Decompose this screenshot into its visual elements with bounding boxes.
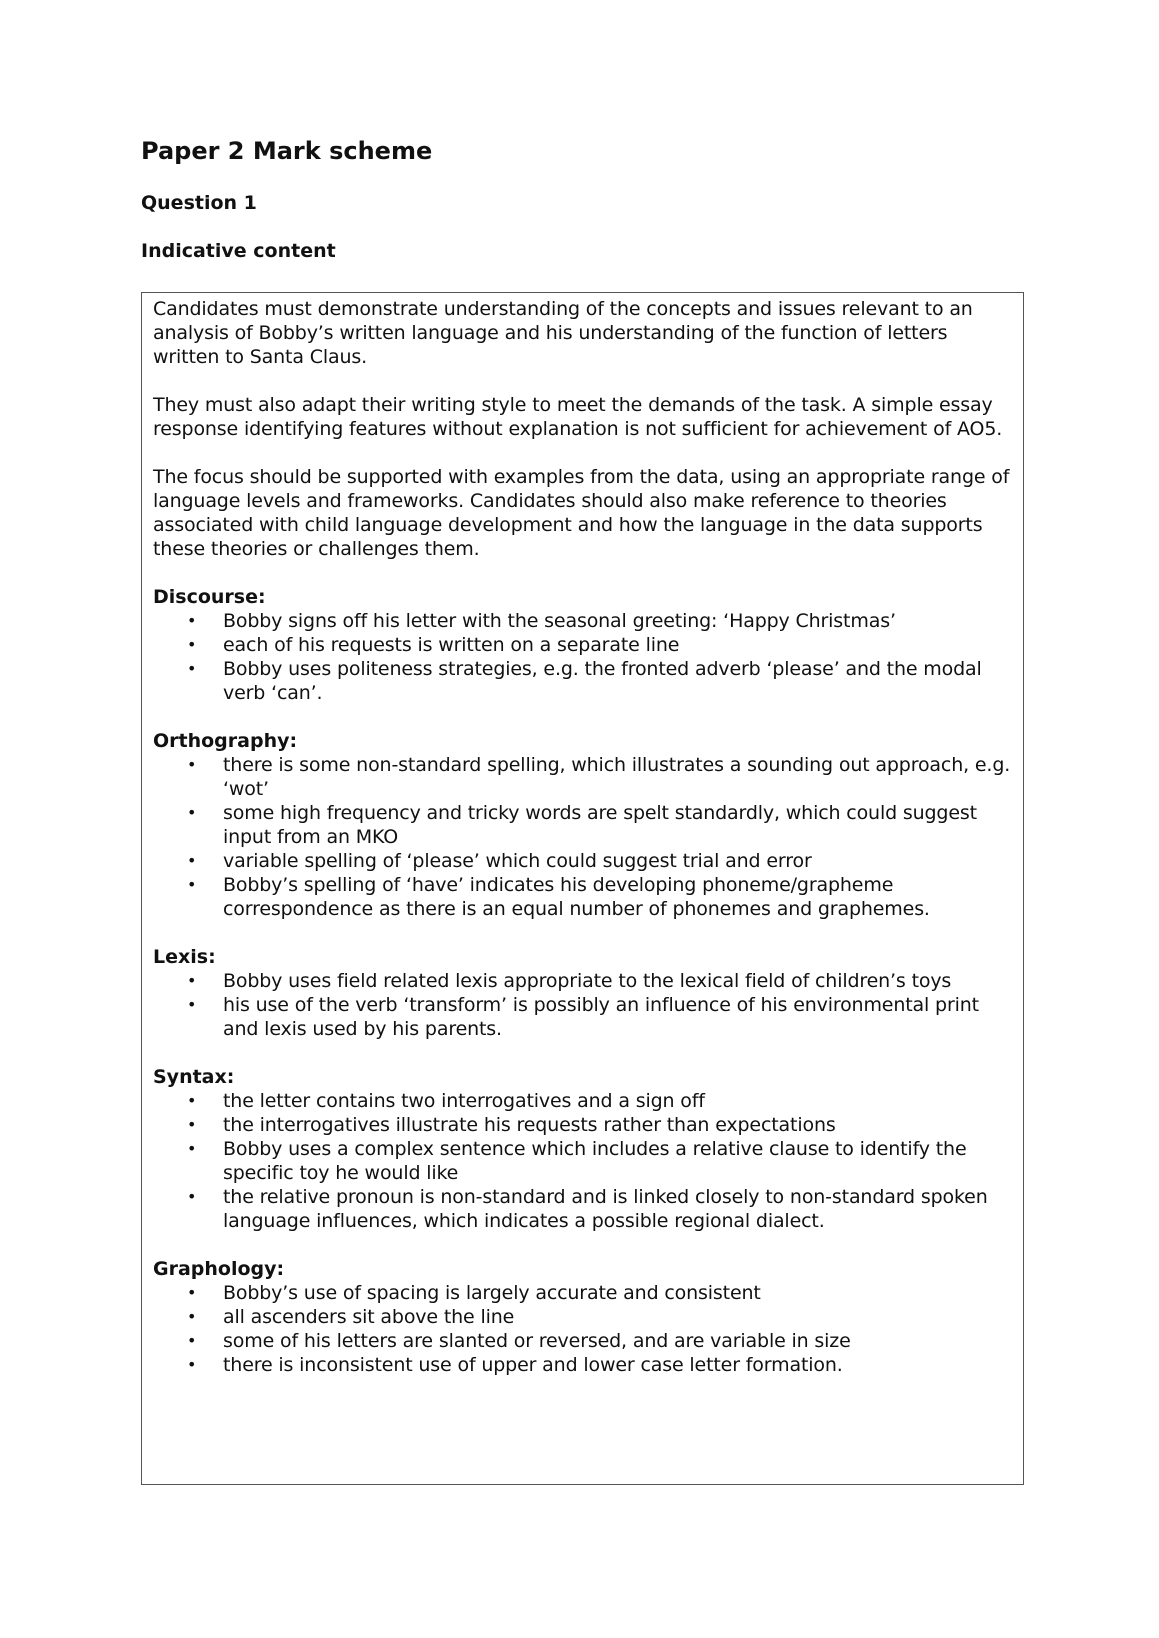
list-item: • his use of the verb ‘transform’ is possibly an influence of his environmental print and lexis used by his parents. (187, 994, 979, 1040)
bullet-list (153, 1281, 1011, 1377)
intro-paragraph: The focus should be supported with examples from the data, using an appropriate range of language levels and frameworks. Candidates should also make reference to theories associated with child language development and how the language in the data supports these theories or challenges them. (153, 466, 1010, 560)
bullet-list (153, 1089, 1011, 1233)
section-discourse (153, 585, 1011, 705)
list-item: • the relative pronoun is non-standard and is linked closely to non-standard spoken language influences, which indicates a possible regional dialect. (187, 1186, 988, 1232)
list-item: • there is some non-standard spelling, which illustrates a sounding out approach, e.g. ‘wot’ (187, 754, 1011, 800)
section-heading: Discourse: (153, 586, 266, 608)
question-heading: Question 1 (141, 192, 257, 214)
section-heading: Graphology: (153, 1258, 285, 1280)
bullet-icon: • (187, 803, 197, 822)
bullet-icon: • (187, 755, 197, 774)
intro-paragraph: They must also adapt their writing style to meet the demands of the task. A simple essay response identifying features without explanation is not sufficient for achievement of AO5. (153, 394, 1003, 440)
bullet-list (153, 969, 1011, 1041)
list-item: • all ascenders sit above the line (187, 1306, 515, 1328)
section-heading: Orthography: (153, 730, 298, 752)
list-item: • some of his letters are slanted or reversed, and are variable in size (187, 1330, 851, 1352)
bullet-icon: • (187, 1283, 197, 1302)
list-item: • each of his requests is written on a separate line (187, 634, 680, 656)
section-orthography (153, 729, 1011, 921)
list-item: • Bobby’s use of spacing is largely accurate and consistent (187, 1282, 761, 1304)
section-heading: Syntax: (153, 1066, 235, 1088)
section-heading: Lexis: (153, 946, 216, 968)
bullet-icon: • (187, 1331, 197, 1350)
bullet-icon: • (187, 875, 197, 894)
bullet-icon: • (187, 659, 197, 678)
intro-paragraph: Candidates must demonstrate understanding of the concepts and issues relevant to an analysis of Bobby’s written language and his understanding of the function of letters written to Santa Claus. (153, 298, 973, 368)
bullet-icon: • (187, 1139, 197, 1158)
list-item: • there is inconsistent use of upper and lower case letter formation. (187, 1354, 843, 1376)
list-item: • Bobby signs off his letter with the seasonal greeting: ‘Happy Christmas’ (187, 610, 896, 632)
bullet-icon: • (187, 995, 197, 1014)
list-item: • Bobby uses a complex sentence which includes a relative clause to identify the specific toy he would like (187, 1138, 967, 1184)
bullet-icon: • (187, 1355, 197, 1374)
bullet-list (153, 753, 1011, 921)
bullet-icon: • (187, 971, 197, 990)
bullet-icon: • (187, 1115, 197, 1134)
list-item: • some high frequency and tricky words are spelt standardly, which could suggest input from an MKO (187, 802, 977, 848)
bullet-icon: • (187, 1187, 197, 1206)
list-item: • Bobby uses politeness strategies, e.g. the fronted adverb ‘please’ and the modal verb ‘can’. (187, 658, 982, 704)
section-lexis (153, 945, 1011, 1041)
list-item: • the letter contains two interrogatives and a sign off (187, 1090, 705, 1112)
bullet-icon: • (187, 1091, 197, 1110)
section-syntax (153, 1065, 1011, 1233)
bullet-list (153, 609, 1011, 705)
list-item: • Bobby uses field related lexis appropriate to the lexical field of children’s toys (187, 970, 952, 992)
bullet-icon: • (187, 635, 197, 654)
bullet-icon: • (187, 611, 197, 630)
indicative-content-box (141, 292, 1024, 1485)
indicative-content-heading: Indicative content (141, 240, 336, 262)
list-item: • Bobby’s spelling of ‘have’ indicates his developing phoneme/grapheme correspondence as there is an equal number of phonemes and graphemes. (187, 874, 930, 920)
section-graphology (153, 1257, 1011, 1377)
bullet-icon: • (187, 851, 197, 870)
list-item: • variable spelling of ‘please’ which could suggest trial and error (187, 850, 812, 872)
list-item: • the interrogatives illustrate his requests rather than expectations (187, 1114, 836, 1136)
page-title: Paper 2 Mark scheme (141, 137, 433, 165)
bullet-icon: • (187, 1307, 197, 1326)
